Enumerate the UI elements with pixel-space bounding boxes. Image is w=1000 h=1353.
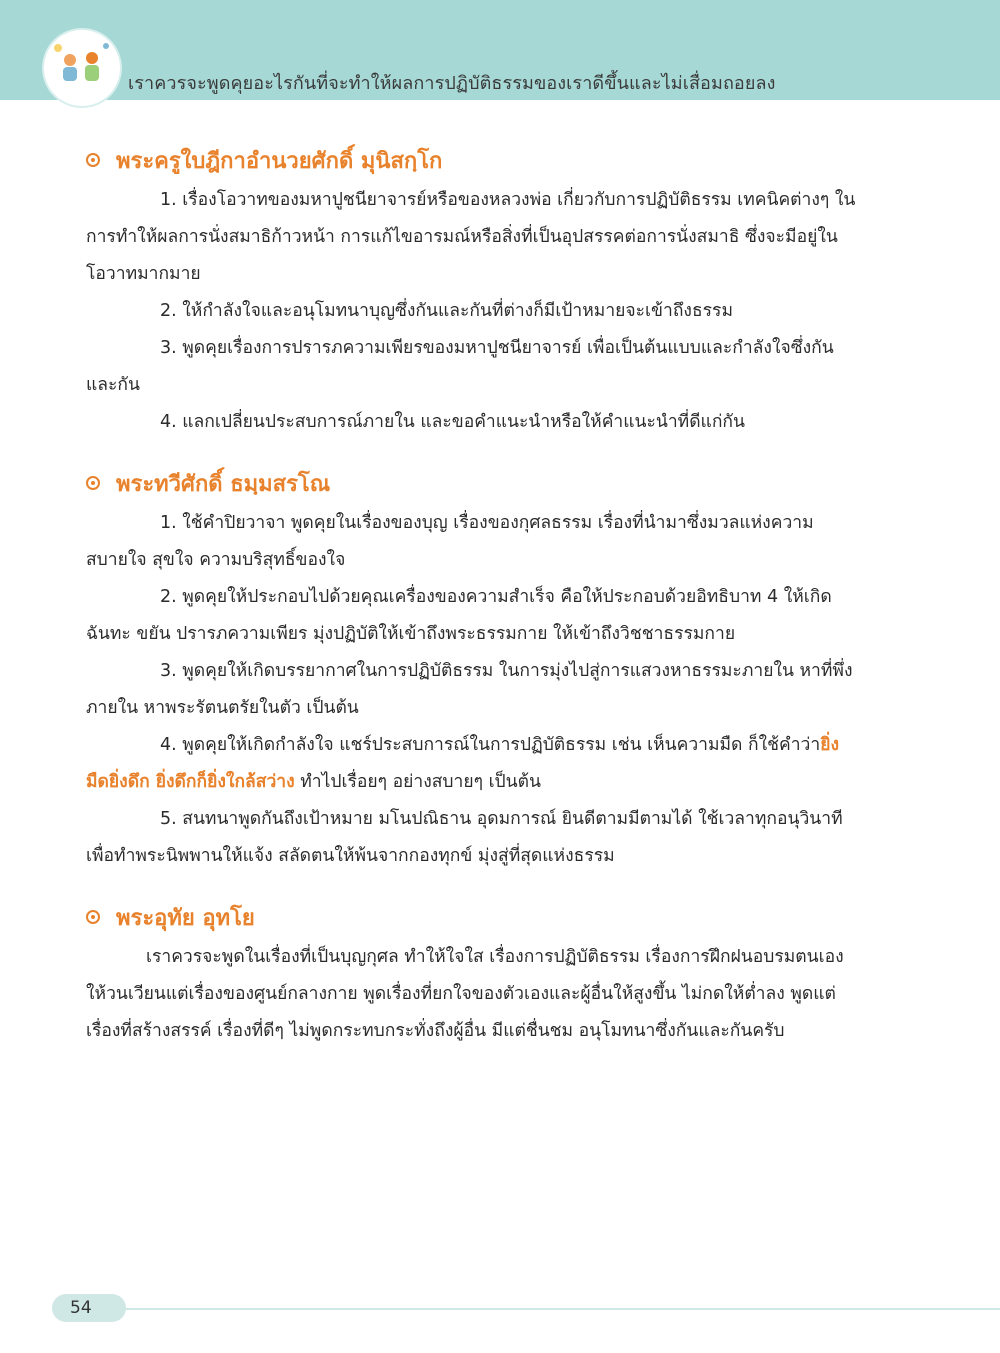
highlighted-phrase: ยิ่งมืดยิ่งดึก ยิ่งดึกก็ยิ่งใกล้สว่าง <box>86 735 839 792</box>
footer-divider <box>120 1308 1000 1310</box>
paragraph: 1. ใช้คำปิยวาจา พูดคุยในเรื่องของบุญ เรื่องของกุศลธรรม เรื่องที่นำมาซึ่งมวลแห่งความสบายใจ สุขใจ ความบริสุทธิ์ของใจ <box>86 513 814 570</box>
paragraph: เราควรจะพูดในเรื่องที่เป็นบุญกุศล ทำให้ใจใส เรื่องการปฏิบัติธรรม เรื่องการฝึกฝนอบรมตนเอง ให้วนเวียนแต่เรื่องของศูนย์กลางกาย พูดเรื่องที่ยกใจของตัวเองและผู้อื่นให้สูงขึ้น ไม่กดให้ต่ำลง พูดแต่เรื่องที่สร้างสรรค์ เรื่องที่ดีๆ ไม่พูดกระทบกระทั่งถึงผู้อื่น มีแต่ชื่นชม อนุโมทนาซึ่งกันและกันครับ <box>86 947 844 1041</box>
paragraph-text: ทำไปเรื่อยๆ อย่างสบายๆ เป็นต้น <box>294 772 541 792</box>
section-heading <box>86 897 856 937</box>
paragraph: 1. เรื่องโอวาทของมหาปูชนียาจารย์หรือของหลวงพ่อ เกี่ยวกับการปฏิบัติธรรม เทคนิคต่างๆ ในการทำให้ผลการนั่งสมาธิก้าวหน้า การแก้ไขอารมณ์หรือสิ่งที่เป็นอุปสรรคต่อการนั่งสมาธิ ซึ่งจะมีอยู่ในโอวาทมากมาย <box>86 190 856 284</box>
section-heading-text: พระอุทัย อุทโย <box>116 905 255 931</box>
bullet-icon <box>86 153 100 167</box>
paragraph: 5. สนทนาพูดกันถึงเป้าหมาย มโนปณิธาน อุดมการณ์ ยินดีตามมีตามได้ ใช้เวลาทุกอนุวินาทีเพื่อทำพระนิพพานให้แจ้ง สลัดตนให้พ้นจากกองทุกข์ มุ่งสู่ที่สุดแห่งธรรม <box>86 809 843 866</box>
paragraph: 2. ให้กำลังใจและอนุโมทนาบุญซึ่งกันและกันที่ต่างก็มีเป้าหมายจะเข้าถึงธรรม <box>160 301 733 321</box>
paragraph <box>86 727 856 801</box>
paragraph: 4. แลกเปลี่ยนประสบการณ์ภายใน และขอคำแนะนำหรือให้คำแนะนำที่ดีแก่กัน <box>160 412 745 432</box>
paragraph: 3. พูดคุยให้เกิดบรรยากาศในการปฏิบัติธรรม ในการมุ่งไปสู่การแสวงหาธรรมะภายใน หาที่พึ่งภายใน หาพระรัตนตรัยในตัว เป็นต้น <box>86 661 853 718</box>
paragraph: 2. พูดคุยให้ประกอบไปด้วยคุณเครื่องของความสำเร็จ คือให้ประกอบด้วยอิทธิบาท 4 ให้เกิดฉันทะ ขยัน ปรารภความเพียร มุ่งปฏิบัติให้เข้าถึงพระธรรมกาย ให้เข้าถึงวิชชาธรรมกาย <box>86 587 832 644</box>
section-2 <box>86 463 856 875</box>
section-heading-text: พระครูใบฎีกาอำนวยศักดิ์ มุนิสกฺโก <box>116 148 443 174</box>
section-heading-text: พระทวีศักดิ์ ธมฺมสรโณ <box>116 471 331 497</box>
paragraph-text: 4. พูดคุยให้เกิดกำลังใจ แชร์ประสบการณ์ในการปฏิบัติธรรม เช่น เห็นความมืด ก็ใช้คำว่า <box>160 735 821 755</box>
section-1 <box>86 140 856 441</box>
bullet-icon <box>86 910 100 924</box>
page-content <box>86 140 856 1050</box>
page-number: 54 <box>52 1294 126 1322</box>
paragraph: 3. พูดคุยเรื่องการปรารภความเพียรของมหาปูชนียาจารย์ เพื่อเป็นต้นแบบและกำลังใจซึ่งกันและกัน <box>86 338 834 395</box>
page-header-title: เราควรจะพูดคุยอะไรกันที่จะทำให้ผลการปฏิบัติธรรมของเราดีขึ้นและไม่เสื่อมถอยลง <box>128 73 776 94</box>
section-heading <box>86 463 856 503</box>
bullet-icon <box>86 476 100 490</box>
section-heading <box>86 140 856 180</box>
header-emblem-icon <box>44 30 120 106</box>
section-3 <box>86 897 856 1050</box>
